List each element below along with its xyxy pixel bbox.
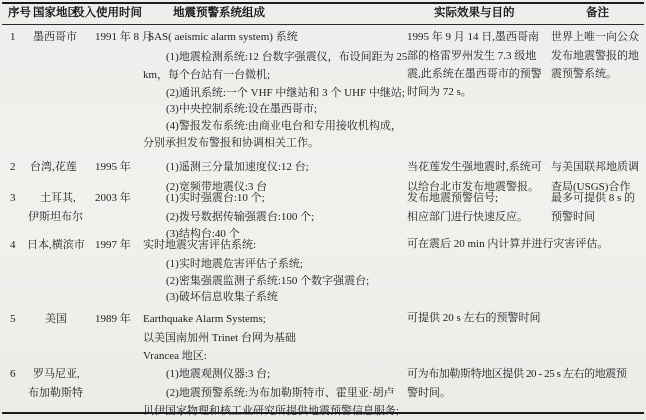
effect-line: 部的格雷罗州发生 7.3 级地: [407, 50, 537, 62]
remark-line: 发布地震警报的地: [551, 50, 639, 62]
effect-line: 震,此系统在墨西哥市的预警: [407, 68, 542, 80]
col-header-remark: 备注: [586, 7, 609, 19]
country-cell: 布加勒斯特: [28, 387, 83, 399]
composition-line: (3)中央控制系统:设在墨西哥市;: [166, 103, 317, 115]
composition-line: Earthquake Alarm Systems;: [143, 313, 266, 325]
composition-line: 以美国南加州 Trinet 台网为基础: [143, 332, 296, 344]
effect-line: 可在震后 20 min 内计算并进行灾害评估。: [407, 238, 609, 250]
col-header-country: 国家地区: [33, 7, 79, 19]
col-header-composition: 地震预警系统组成: [173, 7, 265, 19]
effect-line: 当花莲发生强地震时,系统可: [407, 161, 542, 173]
country-cell: 美国: [45, 313, 67, 325]
composition-line: (1)地震检测系统:12 台数字强震仪，布设间距为 25: [166, 51, 408, 63]
remark-line: 最多可提供 8 s 的: [551, 192, 636, 204]
col-header-seq: 序号: [8, 7, 31, 19]
remark-line: 与美国联邦地质调: [551, 161, 639, 173]
time-cell: 1991 年 8 月: [95, 31, 153, 43]
effect-line: 警时间。: [407, 387, 451, 399]
composition-line: (2)地震预警系统:为布加勒斯特市、霍里亚·胡卢: [166, 387, 395, 399]
composition-line: SAS( aeismic alarm system) 系统: [148, 31, 298, 43]
composition-line: (3)结构台:40 个: [166, 228, 240, 240]
seq-cell: 6: [10, 368, 16, 380]
composition-line: 贝伊国家物理和核工业研究所提供地震预警信息服务;: [143, 405, 400, 417]
country-cell: 伊斯坦布尔: [28, 211, 83, 223]
composition-line: km，每个台站有一台微机;: [143, 69, 271, 81]
composition-line: (3)破坏信息收集子系统: [166, 291, 278, 303]
effect-line: 发布地震预警信号;: [407, 192, 499, 204]
composition-line: (1)实时强震台:10 个;: [166, 192, 265, 204]
composition-line: (2)宽频带地震仪:3 台: [166, 181, 268, 193]
remark-line: 查局(USGS)合作: [551, 181, 631, 193]
composition-line: (1)实时地震危害评估子系统;: [166, 258, 303, 270]
seq-cell: 4: [10, 239, 16, 251]
col-header-effect: 实际效果与目的: [434, 7, 515, 19]
effect-line: 以给台北市发布地震警报。: [407, 181, 539, 193]
time-cell: 1989 年: [95, 313, 131, 325]
composition-line: Vrancea 地区:: [143, 350, 207, 362]
remark-line: 世界上唯一向公众: [551, 31, 639, 43]
time-cell: 2003 年: [95, 192, 131, 204]
table-header-divider: [2, 24, 644, 25]
country-cell: 台湾,花莲: [30, 161, 77, 173]
time-cell: 1995 年: [95, 161, 131, 173]
effect-line: 可为布加勒斯特地区提供 20 - 25 s 左右的地震预: [407, 368, 627, 380]
time-cell: 1997 年: [95, 239, 131, 251]
effect-line: 时间为 72 s。: [407, 86, 472, 98]
table-top-border: [2, 2, 644, 4]
remark-line: 预警时间: [551, 211, 595, 223]
composition-line: 分别承担发布警报和协调相关工作。: [143, 137, 319, 149]
composition-line: (2)拨号数据传输强震台:100 个;: [166, 211, 315, 223]
col-header-time: 投入使用时间: [73, 7, 142, 19]
remark-line: 震预警系统。: [551, 68, 617, 80]
seq-cell: 5: [10, 313, 16, 325]
country-cell: 墨西哥市: [33, 31, 77, 43]
effect-line: 1995 年 9 月 14 日,墨西哥南: [407, 31, 539, 43]
composition-line: (1)地震观测仪器:3 台;: [166, 368, 271, 380]
seq-cell: 2: [10, 161, 16, 173]
seq-cell: 3: [10, 192, 16, 204]
composition-line: (2)密集强震监测子系统:150 个数字强震台;: [166, 275, 370, 287]
seq-cell: 1: [10, 31, 16, 43]
country-cell: 日本,横滨市: [27, 239, 85, 251]
country-cell: 土耳其,: [40, 192, 76, 204]
effect-line: 相应部门进行快速反应。: [407, 211, 528, 223]
country-cell: 罗马尼亚,: [33, 368, 80, 380]
effect-line: 可提供 20 s 左右的预警时间: [407, 312, 541, 324]
composition-line: (2)通讯系统:一个 VHF 中继站和 3 个 UHF 中继站;: [166, 87, 405, 99]
composition-line: (4)警报发布系统:由商业电台和专用接收机构成，: [166, 120, 402, 132]
composition-line: 实时地震灾害评估系统:: [143, 239, 257, 251]
composition-line: (1)遥测三分量加速度仪:12 台;: [166, 161, 309, 173]
